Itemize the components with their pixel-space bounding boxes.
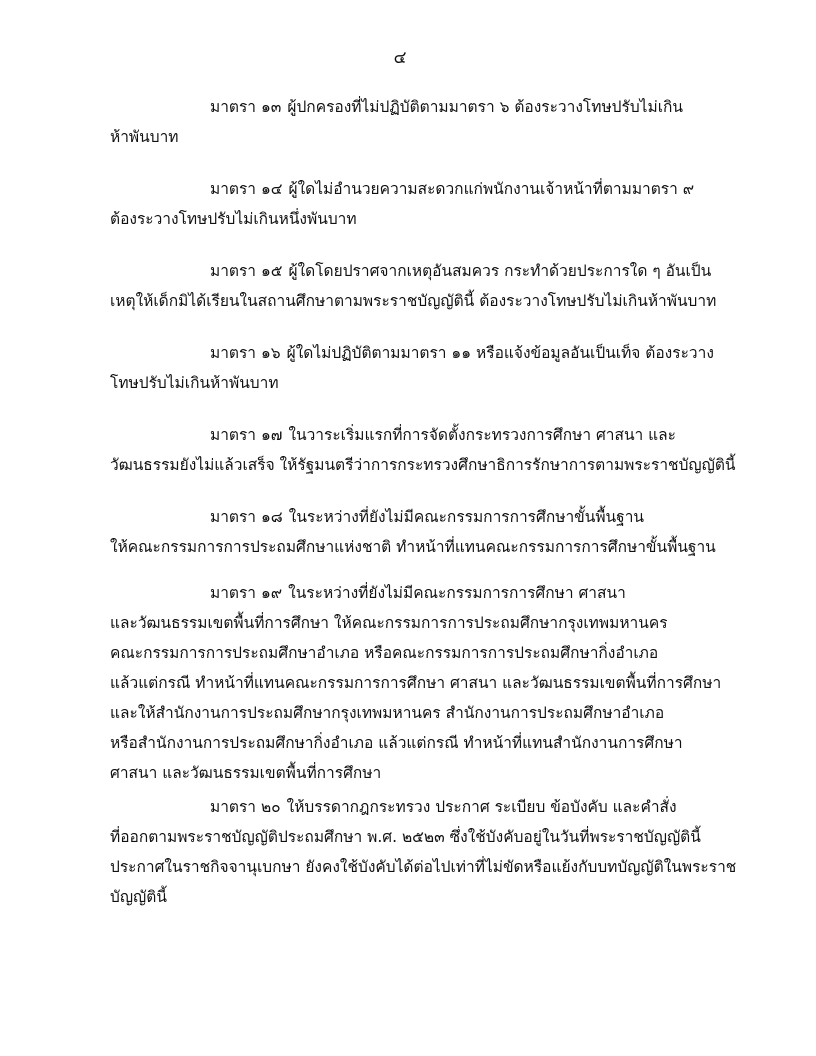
section-label: มาตรา ๒๐ bbox=[210, 798, 281, 816]
section-first-line bbox=[110, 420, 706, 450]
section-text: ต้องระวางโทษปรับไม่เกินหนึ่งพันบาท bbox=[110, 210, 357, 228]
section-17 bbox=[110, 420, 736, 480]
section-text: ผู้ใดไม่ปฏิบัติตามมาตรา ๑๑ หรือแจ้งข้อมูลอันเป็นเท็จ ต้องระวาง bbox=[286, 344, 714, 362]
section-text: วัฒนธรรมยังไม่แล้วเสร็จ ให้รัฐมนตรีว่าการกระทรวงศึกษาธิการรักษาการตามพระราชบัญญัตินี้ bbox=[110, 456, 736, 474]
section-first-line bbox=[110, 256, 712, 286]
section-text: ในวาระเริ่มแรกที่การจัดตั้งกระทรวงการศึกษา ศาสนา และ bbox=[288, 426, 676, 444]
section-first-line bbox=[110, 792, 706, 822]
section-first-line bbox=[110, 338, 714, 368]
section-text: และวัฒนธรรมเขตพื้นที่การศึกษา ให้คณะกรรมการการประถมศึกษากรุงเทพมหานคร bbox=[110, 614, 668, 632]
section-text: ศาสนา และวัฒนธรรมเขตพื้นที่การศึกษา bbox=[110, 764, 382, 782]
section-label: มาตรา ๑๙ bbox=[210, 584, 283, 602]
section-label: มาตรา ๑๖ bbox=[210, 344, 281, 362]
section-first-line bbox=[110, 92, 706, 122]
section-text: ประกาศในราชกิจจานุเบกษา ยังคงใช้บังคับได้ต่อไปเท่าที่ไม่ขัดหรือแย้งกับบทบัญญัติในพระราช bbox=[110, 858, 737, 876]
section-19 bbox=[110, 578, 722, 788]
section-text: แล้วแต่กรณี ทำหน้าที่แทนคณะกรรมการการศึกษา ศาสนา และวัฒนธรรมเขตพื้นที่การศึกษา bbox=[110, 674, 722, 692]
section-text: ผู้ใดไม่อำนวยความสะดวกแก่พนักงานเจ้าหน้าที่ตามมาตรา ๙ bbox=[288, 180, 695, 198]
section-text: หรือสำนักงานการประถมศึกษากิ่งอำเภอ แล้วแต่กรณี ทำหน้าที่แทนสำนักงานการศึกษา bbox=[110, 734, 683, 752]
section-label: มาตรา ๑๗ bbox=[210, 426, 283, 444]
section-label: มาตรา ๑๘ bbox=[210, 508, 283, 526]
section-first-line bbox=[110, 174, 706, 204]
section-first-line bbox=[110, 578, 706, 608]
section-text: ผู้ปกครองที่ไม่ปฏิบัติตามมาตรา ๖ ต้องระวางโทษปรับไม่เกิน bbox=[287, 98, 683, 116]
section-16 bbox=[110, 338, 714, 398]
section-label: มาตรา ๑๓ bbox=[210, 98, 282, 116]
section-text: ผู้ใดโดยปราศจากเหตุอันสมควร กระทำด้วยประการใด ๆ อันเป็น bbox=[288, 262, 712, 280]
section-label: มาตรา ๑๕ bbox=[210, 262, 283, 280]
section-text: และให้สำนักงานการประถมศึกษากรุงเทพมหานคร สำนักงานการประถมศึกษาอำเภอ bbox=[110, 704, 665, 722]
section-text: ห้าพันบาท bbox=[110, 128, 179, 146]
section-13 bbox=[110, 92, 706, 152]
section-15 bbox=[110, 256, 717, 316]
section-text: คณะกรรมการการประถมศึกษาอำเภอ หรือคณะกรรมการการประถมศึกษากิ่งอำเภอ bbox=[110, 644, 659, 662]
section-label: มาตรา ๑๔ bbox=[210, 180, 283, 198]
section-text: ในระหว่างที่ยังไม่มีคณะกรรมการการศึกษาขั้นพื้นฐาน bbox=[288, 508, 645, 526]
section-text: ให้บรรดากฎกระทรวง ประกาศ ระเบียบ ข้อบังคับ และคำสั่ง bbox=[286, 798, 677, 816]
section-text: ที่ออกตามพระราชบัญญัติประถมศึกษา พ.ศ. ๒๕๒๓ ซึ่งใช้บังคับอยู่ในวันที่พระราชบัญญัตินี้ bbox=[110, 828, 701, 846]
section-text: โทษปรับไม่เกินห้าพันบาท bbox=[110, 374, 279, 392]
section-text: ให้คณะกรรมการการประถมศึกษาแห่งชาติ ทำหน้าที่แทนคณะกรรมการการศึกษาขั้นพื้นฐาน bbox=[110, 538, 716, 556]
section-first-line bbox=[110, 502, 706, 532]
page-number: ๔ bbox=[393, 48, 407, 68]
section-20 bbox=[110, 792, 737, 912]
section-18 bbox=[110, 502, 716, 562]
section-text: บัญญัตินี้ bbox=[110, 888, 167, 906]
section-14 bbox=[110, 174, 706, 234]
section-text: เหตุให้เด็กมิได้เรียนในสถานศึกษาตามพระราชบัญญัตินี้ ต้องระวางโทษปรับไม่เกินห้าพันบาท bbox=[110, 292, 717, 310]
section-text: ในระหว่างที่ยังไม่มีคณะกรรมการการศึกษา ศาสนา bbox=[288, 584, 626, 602]
